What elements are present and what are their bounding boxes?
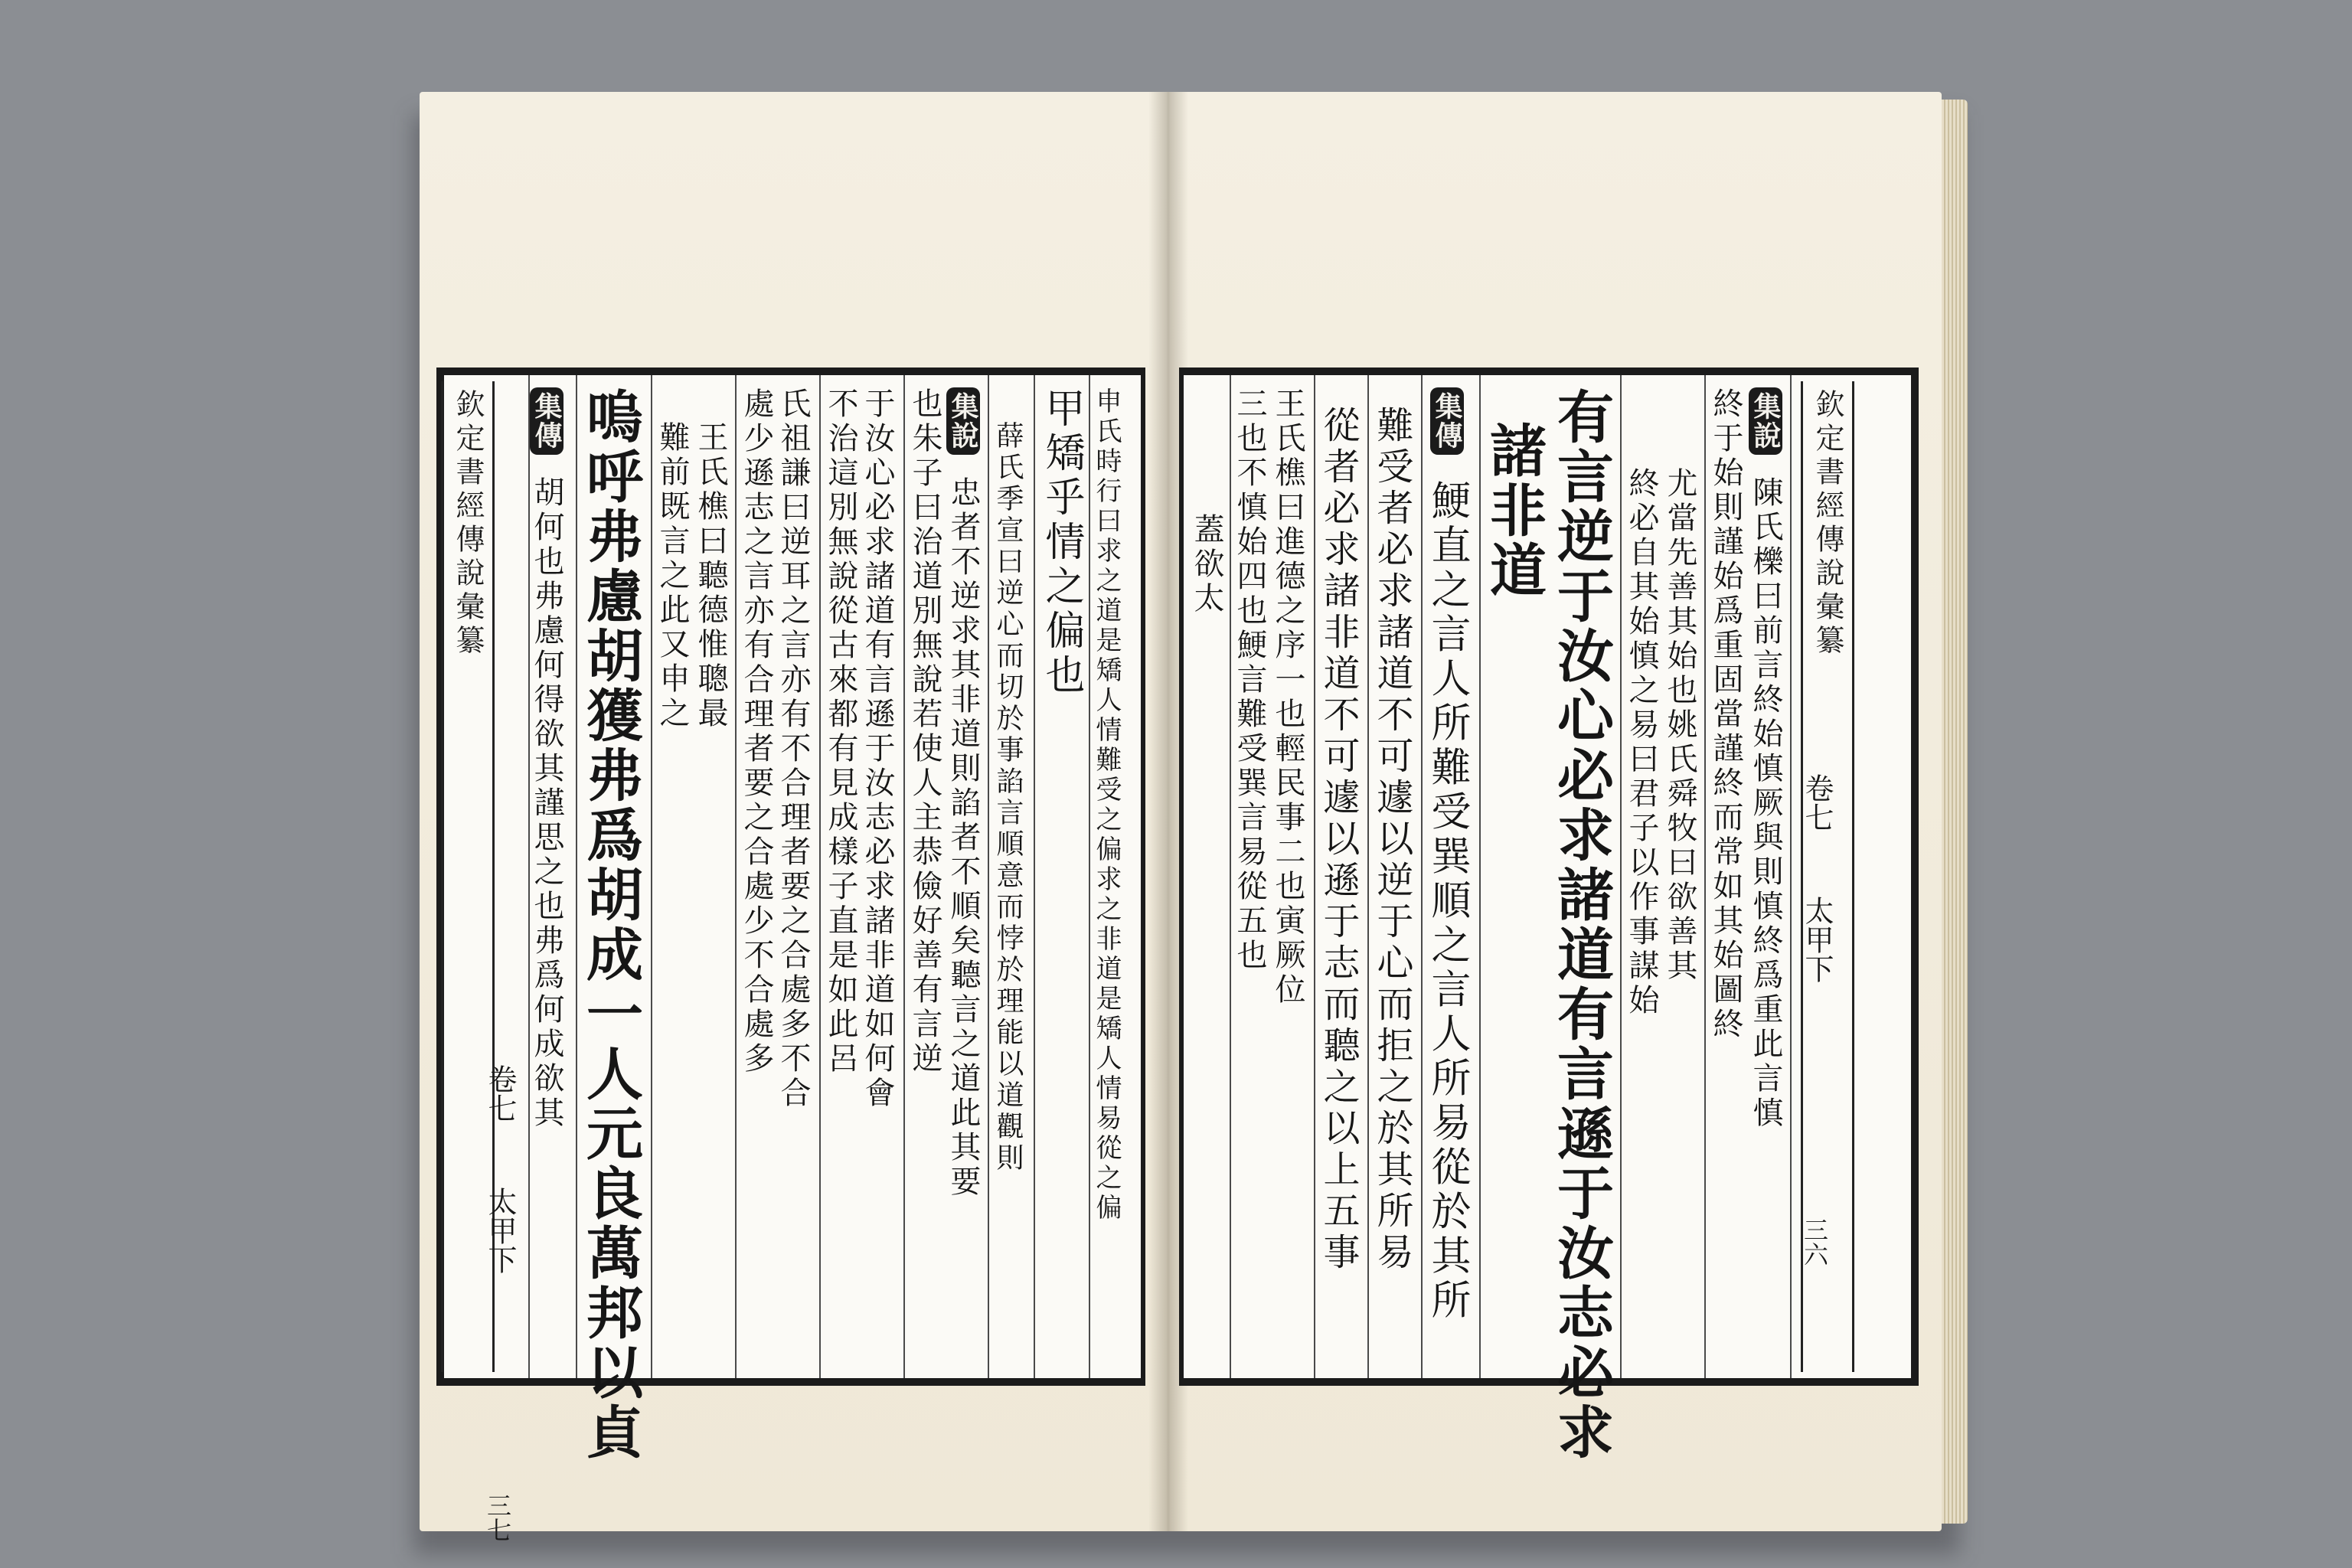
jishuo-badge: 集說	[946, 387, 980, 455]
right-text-frame	[1179, 368, 1919, 1462]
left-column-7: 不治這別無說從古來都有見成樣子直是如此呂	[823, 387, 858, 1076]
left-column-4: 王氏樵曰聽德惟聰最	[693, 421, 728, 731]
left-column-6: 氏祖謙曰逆耳之言亦有不合理者要之合處多不合	[776, 387, 811, 1111]
left-column-13: 申氏時行曰求之道是矯人情難受之偏求之非道是矯人情易從之偏	[1091, 387, 1122, 1223]
jichuan-badge-right: 集傳	[1430, 387, 1464, 455]
left-column-10: 集說 忠者不逆求其非道則諂者不順矣聽言之道此其要	[946, 387, 980, 1200]
right-column-10: 王氏樵曰進德之序一也輕民事二也寅厥位	[1270, 387, 1305, 1008]
page-stack-edge	[1942, 100, 1968, 1524]
jichuan-badge: 集傳	[530, 387, 564, 455]
right-column-5-main-text: 有言逆于汝心必求諸道有言遜于汝志必求	[1548, 387, 1614, 1462]
left-text-frame	[436, 368, 1145, 1542]
right-column-3: 尤當先善其始也姚氏舜牧曰欲善其	[1662, 467, 1697, 984]
right-margin-section: 太甲下	[1800, 896, 1834, 983]
right-margin-volume: 卷七	[1800, 773, 1834, 831]
right-column-4: 終必自其始慎之易曰君子以作事謀始	[1624, 467, 1659, 1018]
left-column-1: 集傳 胡何也弗慮何得欲其謹思之也弗爲何成欲其	[530, 387, 564, 1131]
right-column-12: 蓋欲太	[1189, 513, 1224, 616]
right-column-8: 難受者必求諸道不可遽以逆于心而拒之於其所易	[1370, 406, 1413, 1274]
right-column-9: 從者必求諸非道不可遽以遜于志而聽之以上五事	[1317, 406, 1360, 1274]
jishuo-badge-right: 集說	[1749, 387, 1782, 455]
left-column-8: 于汝心必求諸道有言遜于汝志必求諸非道如何會	[860, 387, 895, 1111]
left-margin-volume: 卷七	[483, 1064, 517, 1122]
right-margin-page-number: 三六	[1800, 1217, 1829, 1266]
left-margin-section: 太甲下	[483, 1187, 517, 1274]
left-margin-title: 欽定書經傳說彙纂	[451, 389, 485, 658]
left-column-3: 難前既言之此又申之	[655, 421, 690, 731]
right-column-2: 終于始則謹始爲重固當謹終而常如其始圖終	[1708, 387, 1743, 1042]
left-column-12: 甲矯乎情之偏也	[1038, 387, 1084, 698]
left-column-11: 薛氏季宣曰逆心而切於事諂言順意而悖於理能以道觀則	[992, 421, 1024, 1174]
left-column-5: 處少遜志之言亦有合理者要之合處少不合處多	[739, 387, 774, 1076]
left-column-2-main-text: 嗚呼弗慮胡獲弗爲胡成一人元良萬邦以貞	[577, 387, 643, 1462]
left-column-9: 也朱子曰治道別無說若使人主恭儉好善有言逆	[907, 387, 942, 1076]
right-column-7: 集傳 鯁直之言人所難受巽順之言人所易從於其所	[1427, 387, 1467, 1324]
right-column-1: 集說 陳氏櫟曰前言終始慎厥與則慎終爲重此言慎	[1749, 387, 1782, 1131]
right-column-11: 三也不慎始四也鯁言難受巽言易從五也	[1232, 387, 1267, 973]
left-margin-page-number: 三七	[483, 1493, 512, 1542]
right-column-6-main-text: 諸非道	[1481, 421, 1547, 600]
right-margin-title: 欽定書經傳說彙纂	[1811, 389, 1844, 658]
